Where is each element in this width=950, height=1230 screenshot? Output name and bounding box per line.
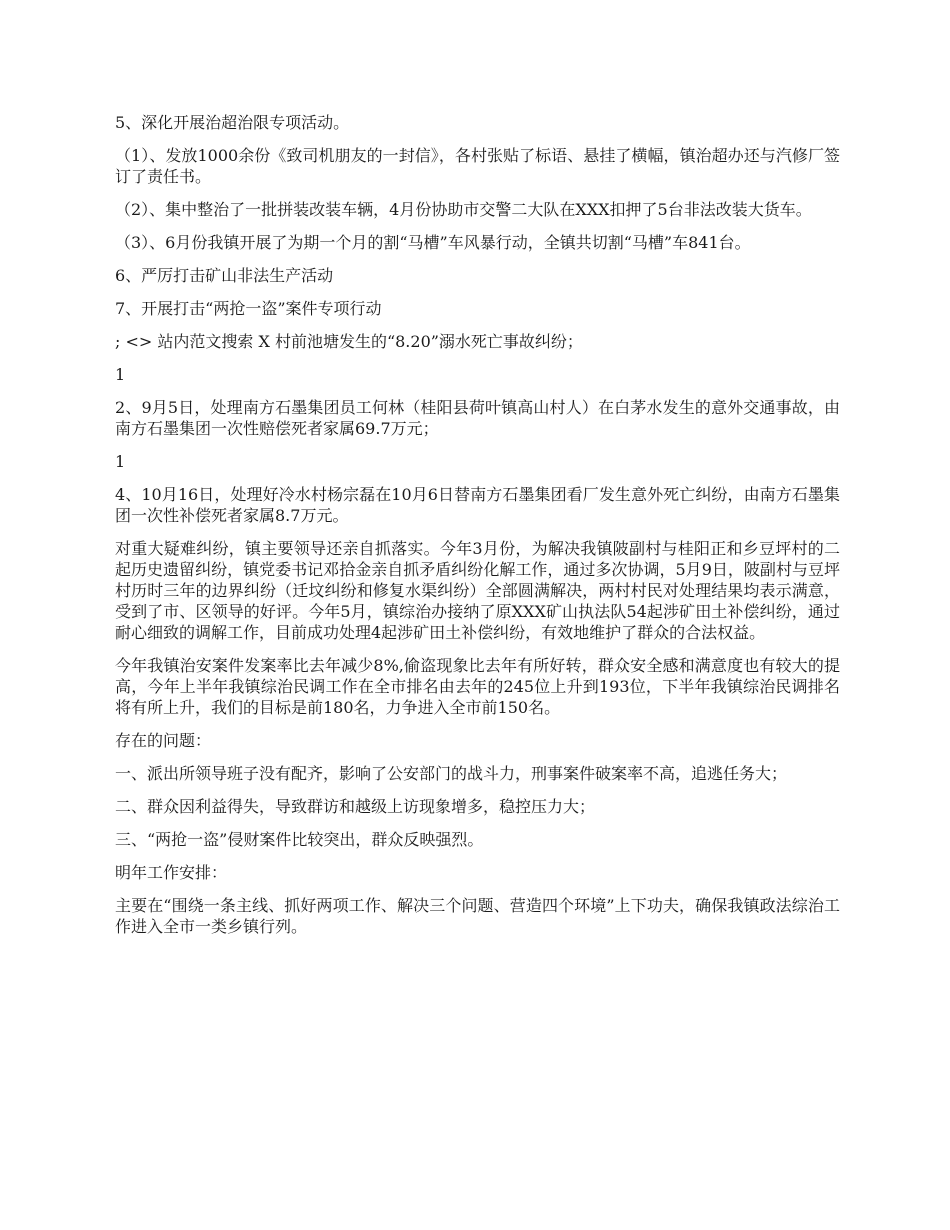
plan-heading: 明年工作安排：: [115, 863, 228, 882]
sub-item-2: （2）、集中整治了一批拼装改装车辆，4月份协助市交警二大队在XXX扣押了5台非法改装大货车。: [115, 200, 812, 219]
major-dispute-paragraph: 对重大疑难纠纷，镇主要领导还亲自抓落实。今年3月份，为解决我镇陂副村与桂阳正和乡豆坪村的二起历史遗留纠纷，镇党委书记邓拾金亲自抓矛盾纠纷化解工作，通过多次协调，5月9日，陂副村与豆坪村历时三年的边界纠纷（迁坟纠纷和修复水渠纠纷）全部圆满解决，两村村民对处理结果均表示满意，受到了市、区领导的好评。今年5月，镇综治办接纳了原XXX矿山执法队54起涉矿田土补偿纠纷，通过耐心细致的调解工作，目前成功处理4起涉矿田土补偿纠纷，有效地维护了群众的合法权益。: [115, 539, 840, 642]
heading-item-5: 5、深化开展治超治限专项活动。: [115, 113, 350, 132]
sub-item-3: （3）、6月份我镇开展了为期一个月的割“马槽”车风暴行动，全镇共切割“马槽”车841台。: [115, 233, 751, 252]
heading-item-6: 6、严厉打击矿山非法生产活动: [115, 266, 334, 285]
dispute-item-2: 2、9月5日，处理南方石墨集团员工何林（桂阳县荷叶镇高山村人）在白茅水发生的意外交通事故，由南方石墨集团一次性赔偿死者家属69.7万元；: [115, 398, 840, 438]
problem-item-2: 二、群众因利益得失，导致群访和越级上访现象增多，稳控压力大；: [115, 797, 596, 816]
list-number: 1: [115, 452, 126, 471]
plan-paragraph: 主要在“围绕一条主线、抓好两项工作、解决三个问题、营造四个环境”上下功夫，确保我镇政法综治工作进入全市一类乡镇行列。: [115, 896, 840, 936]
heading-item-7: 7、开展打击“两抢一盗”案件专项行动: [115, 299, 382, 318]
problem-item-1: 一、派出所领导班子没有配齐，影响了公安部门的战斗力，刑事案件破案率不高，追逃任务大；: [115, 764, 788, 783]
sub-item-1: （1）、发放1000余份《致司机朋友的一封信》，各村张贴了标语、悬挂了横幅，镇治超办还与汽修厂签订了责任书。: [115, 146, 840, 186]
security-stats-paragraph: 今年我镇治安案件发案率比去年减少8%,偷盗现象比去年有所好转，群众安全感和满意度也有较大的提高，今年上半年我镇综治民调工作在全市排名由去年的245位上升到193位，下半年我镇综治民调排名将有所上升，我们的目标是前180名，力争进入全市前150名。: [115, 656, 840, 717]
document-body: [115, 112, 840, 949]
problems-heading: 存在的问题：: [115, 731, 212, 750]
problem-item-3: 三、“两抢一盗”侵财案件比较突出，群众反映强烈。: [115, 830, 484, 849]
dispute-item-4: 4、10月16日，处理好冷水村杨宗磊在10月6日替南方石墨集团看厂发生意外死亡纠纷，由南方石墨集团一次性补偿死者家属8.7万元。: [115, 485, 840, 525]
list-number: 1: [115, 365, 126, 384]
dispute-line: ; <> 站内范文搜索 X 村前池塘发生的“8.20”溺水死亡事故纠纷；: [115, 332, 583, 351]
